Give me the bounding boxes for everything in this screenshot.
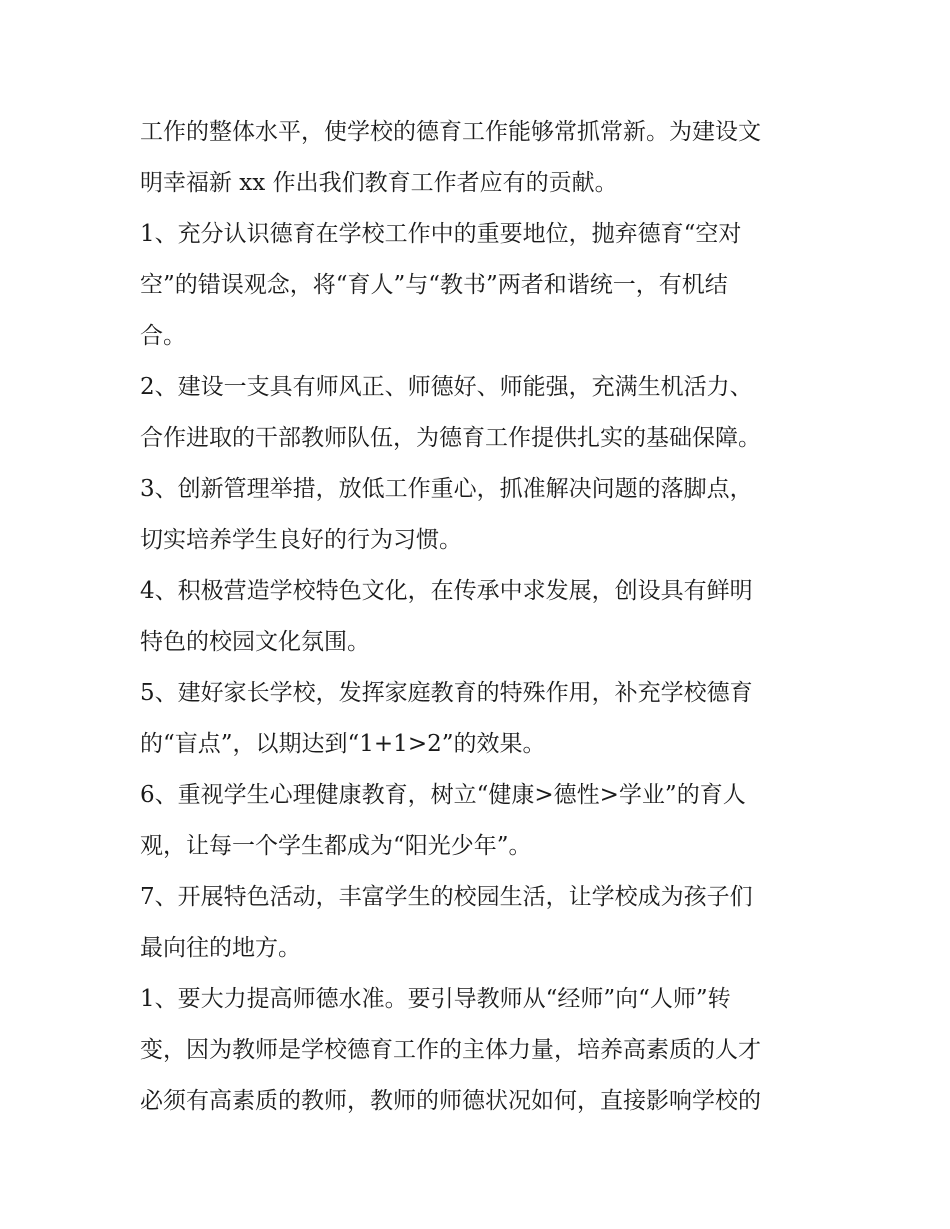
- text-line: 2、建设一支具有师风正、师德好、师能强，充满生机活力、: [140, 374, 753, 400]
- document-page: [140, 107, 820, 1127]
- text-line: 明幸福新 xx 作出我们教育工作者应有的贡献。: [140, 170, 618, 196]
- text-line: 必须有高素质的教师，教师的师德状况如何，直接影响学校的: [140, 1088, 761, 1114]
- text-line: 3、创新管理举措，放低工作重心，抓准解决问题的落脚点，: [140, 476, 753, 502]
- text-line: 观，让每一个学生都成为“阳光少年”。: [140, 833, 532, 859]
- text-line: 6、重视学生心理健康教育，树立“健康>德性>学业”的育人: [140, 782, 746, 808]
- text-line: 合作进取的干部教师队伍，为德育工作提供扎实的基础保障。: [140, 425, 761, 451]
- text-line: 最向往的地方。: [140, 935, 301, 961]
- text-line: 特色的校园文化氛围。: [140, 629, 370, 655]
- text-line: 工作的整体水平，使学校的德育工作能够常抓常新。为建设文: [140, 119, 761, 145]
- text-line: 变，因为教师是学校德育工作的主体力量，培养高素质的人才: [140, 1037, 761, 1063]
- text-line: 1、要大力提高师德水准。要引导教师从“经师”向“人师”转: [140, 986, 731, 1012]
- text-line: 4、积极营造学校特色文化，在传承中求发展，创设具有鲜明: [140, 578, 753, 604]
- text-line: 7、开展特色活动，丰富学生的校园生活，让学校成为孩子们: [140, 884, 753, 910]
- text-line: 切实培养学生良好的行为习惯。: [140, 527, 462, 553]
- text-line: 的“盲点”，以期达到“1+1>2”的效果。: [140, 731, 546, 757]
- text-line: 空”的错误观念，将“育人”与“教书”两者和谐统一，有机结: [140, 272, 728, 298]
- text-line: 5、建好家长学校，发挥家庭教育的特殊作用，补充学校德育: [140, 680, 753, 706]
- text-line: 1、充分认识德育在学校工作中的重要地位，抛弃德育“空对: [140, 221, 742, 247]
- text-line: 合。: [140, 323, 186, 349]
